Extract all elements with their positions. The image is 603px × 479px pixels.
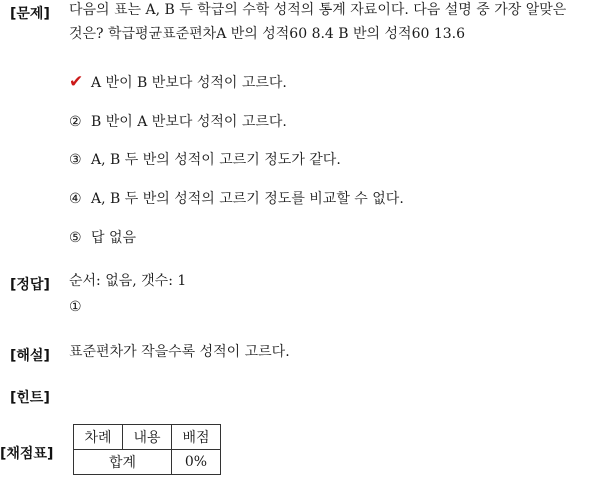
option-2[interactable]	[69, 112, 287, 132]
option-3-text: A, B 두 반의 성적이 고르기 정도가 같다.	[91, 152, 341, 168]
scoring-label: [채점표]	[0, 446, 54, 462]
option-2-marker: ②	[69, 114, 82, 130]
option-2-text: B 반이 A 반보다 성적이 고르다.	[91, 114, 287, 130]
hint-label: [힌트]	[10, 390, 50, 406]
scoring-header-content: 내용	[123, 425, 172, 450]
scoring-header-row	[74, 425, 221, 450]
explanation-label: [해설]	[10, 348, 50, 364]
answer-line-2: ①	[69, 299, 82, 315]
option-5-marker: ⑤	[69, 230, 82, 246]
scoring-total-value: 0%	[172, 450, 221, 475]
question-label: [문제]	[10, 6, 50, 22]
answer-label: [정답]	[10, 277, 50, 293]
option-5-text: 답 없음	[91, 230, 137, 246]
option-1[interactable]	[69, 72, 287, 93]
option-1-text: A 반이 B 반보다 성적이 고르다.	[91, 75, 287, 91]
option-5[interactable]	[69, 228, 136, 248]
question-line-1: 다음의 표는 A, B 두 학급의 수학 성적의 통계 자료이다. 다음 설명 중 가장 알맞은	[69, 2, 567, 18]
option-4[interactable]	[69, 189, 404, 209]
check-icon: ✔	[69, 72, 84, 92]
answer-line-1: 순서: 없음, 갯수: 1	[69, 273, 187, 289]
question-line-2: 것은? 학급평균표준편차A 반의 성적60 8.4 B 반의 성적60 13.6	[69, 26, 466, 42]
option-3-marker: ③	[69, 152, 82, 168]
option-3[interactable]	[69, 150, 341, 170]
scoring-table	[73, 424, 221, 475]
scoring-total-row	[74, 450, 221, 475]
scoring-header-points: 배점	[172, 425, 221, 450]
scoring-total-label: 합계	[74, 450, 172, 475]
option-4-marker: ④	[69, 191, 82, 207]
scoring-header-order: 차례	[74, 425, 123, 450]
explanation-text: 표준편차가 작을수록 성적이 고르다.	[69, 344, 290, 360]
option-4-text: A, B 두 반의 성적의 고르기 정도를 비교할 수 없다.	[91, 191, 404, 207]
